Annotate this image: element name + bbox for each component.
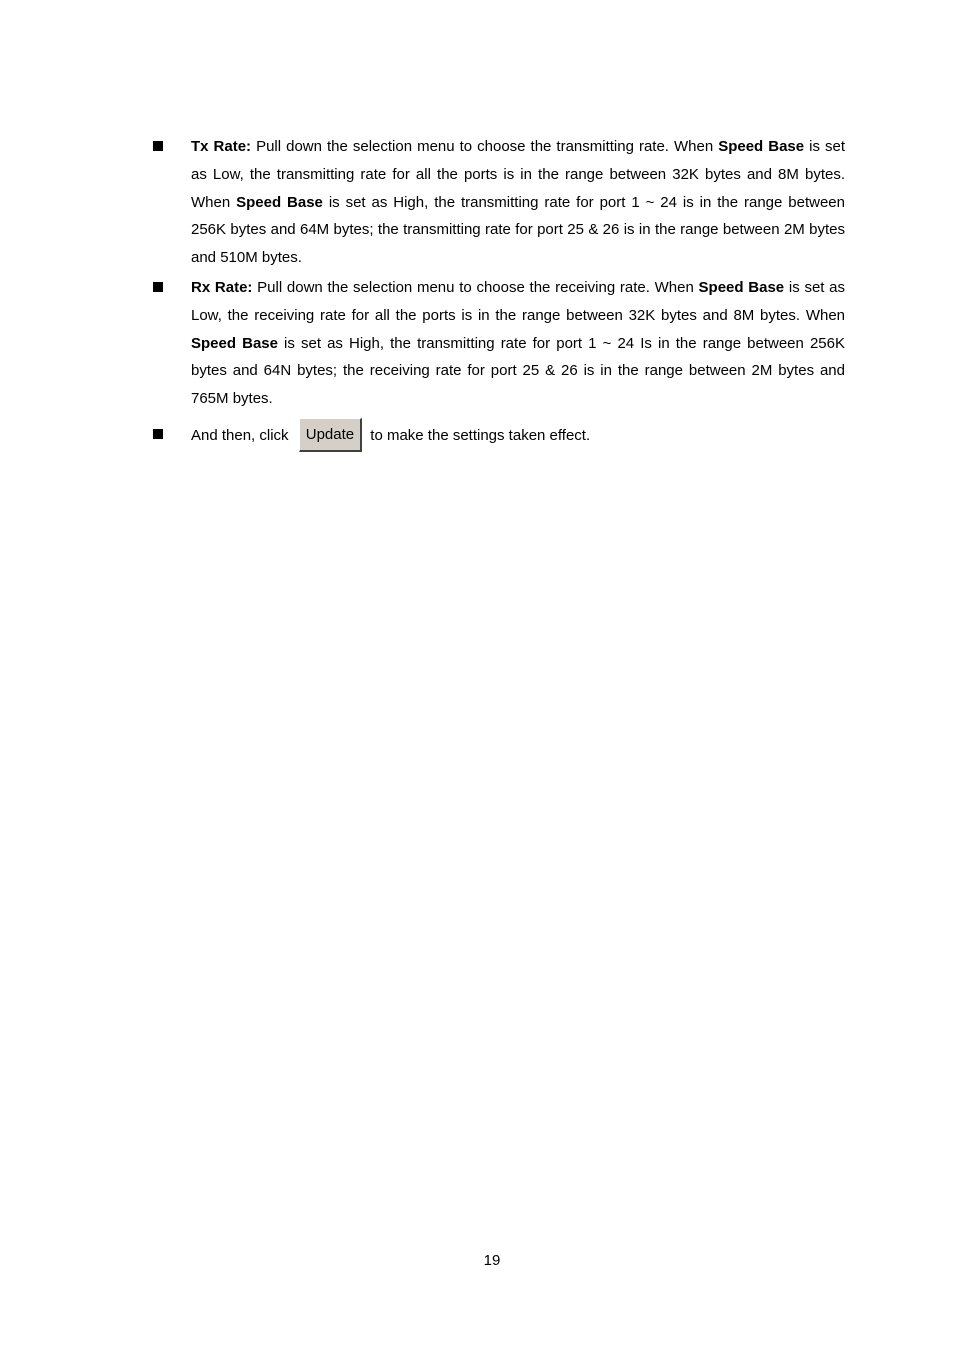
speed-base-term: Speed Base — [698, 278, 785, 296]
instruction-before-text: And then, click — [191, 426, 289, 444]
square-bullet-icon — [153, 282, 163, 292]
square-bullet-icon — [153, 429, 163, 439]
tx-rate-desc-3: is set as High, the transmitting rate for port 1 ~ 24 is in the range between 256K bytes and 64M bytes; the transmitting rate for port 25 & 26 is in the range between 2M bytes and 510M bytes. — [191, 193, 845, 267]
update-button[interactable]: Update — [299, 418, 362, 452]
speed-base-term: Speed Base — [236, 193, 323, 211]
rx-rate-desc-1: Pull down the selection menu to choose the receiving rate. When — [252, 278, 699, 296]
bullet-list — [152, 133, 845, 455]
tx-rate-desc-2: is set as Low, the transmitting rate for all the ports is in the range between 32K bytes and 8M bytes. When — [191, 138, 845, 211]
tx-rate-term: Tx Rate: — [191, 138, 252, 155]
update-instruction-item — [152, 419, 845, 453]
rx-rate-term: Rx Rate: — [191, 278, 253, 296]
tx-rate-desc-1: Pull down the selection menu to choose the transmitting rate. When — [251, 138, 719, 155]
rx-rate-text — [191, 279, 845, 407]
rx-rate-desc-2: is set as Low, the receiving rate for all the ports is in the range between 32K bytes and 8M bytes. When — [191, 278, 846, 324]
rx-rate-desc-3: is set as High, the transmitting rate for port 1 ~ 24 Is in the range between 256K bytes and 64N bytes; the receiving rate for port 25 & 26 is in the range between 2M bytes and 765M bytes. — [191, 334, 845, 408]
page-number: 19 — [483, 1252, 501, 1269]
speed-base-term: Speed Base — [718, 138, 805, 155]
tx-rate-item — [152, 133, 845, 272]
instruction-after-text: to make the settings taken effect. — [370, 426, 591, 444]
rx-rate-item — [152, 274, 845, 413]
square-bullet-icon — [153, 141, 163, 151]
tx-rate-text — [191, 138, 845, 266]
speed-base-term: Speed Base — [191, 334, 278, 352]
